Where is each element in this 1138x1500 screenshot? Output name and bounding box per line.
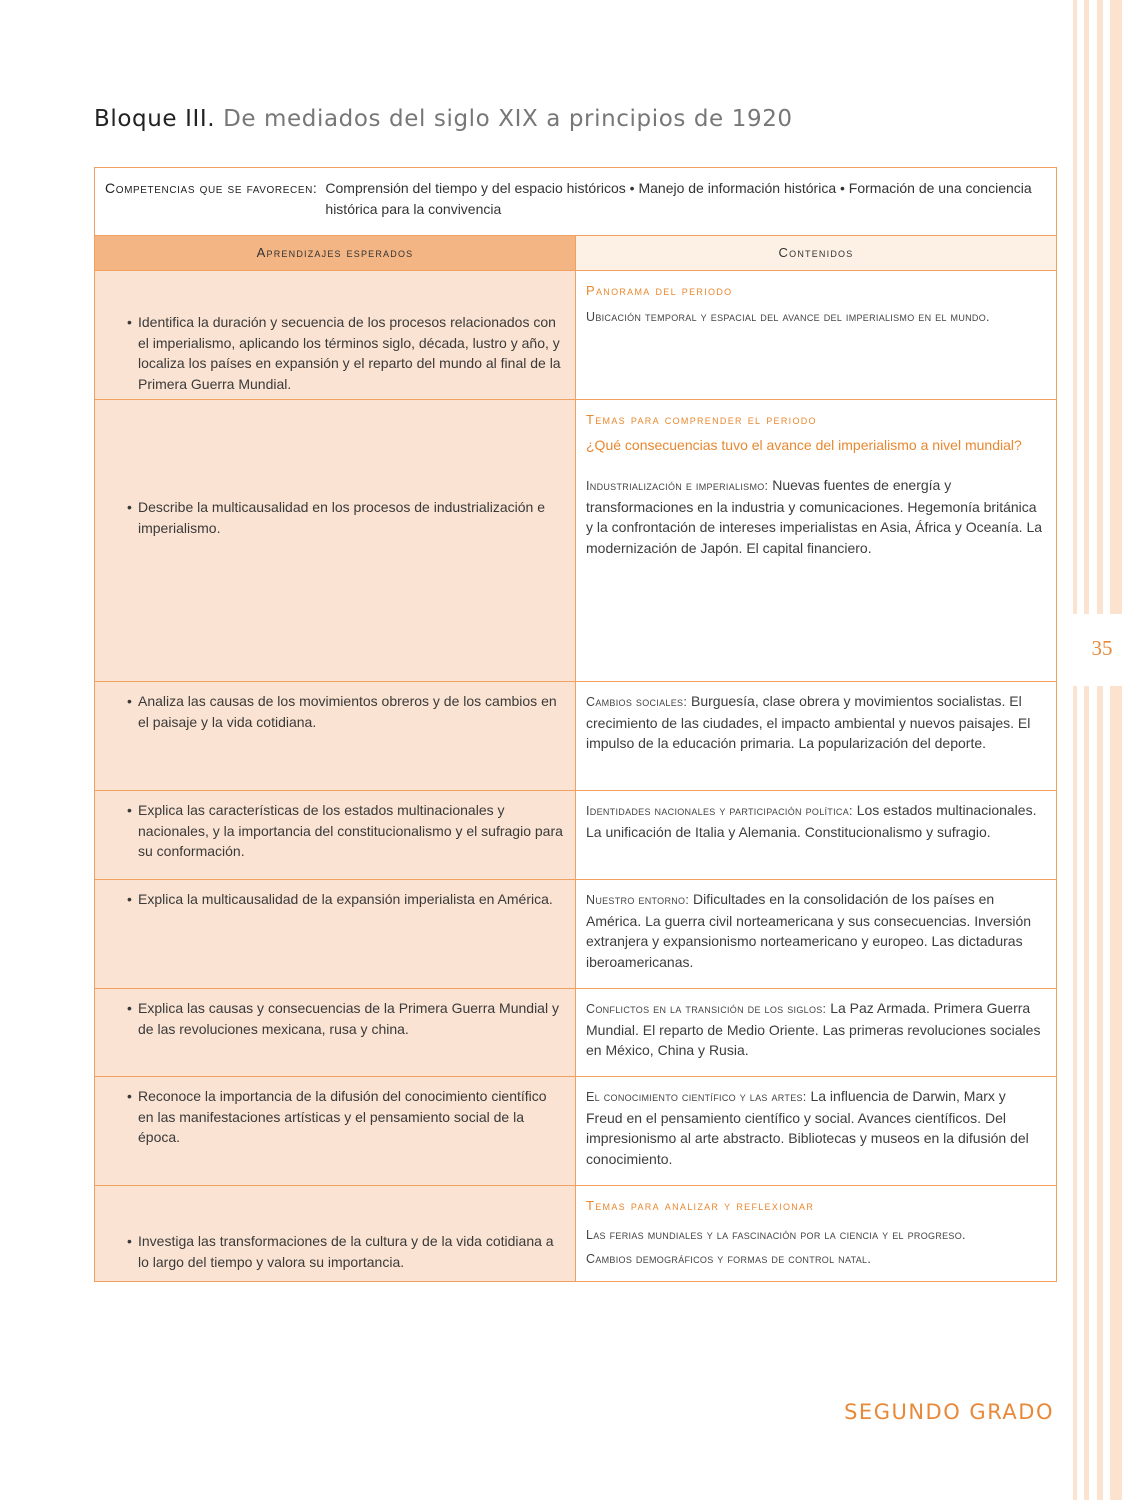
bloque-heading: De mediados del siglo XIX a principios de 1920: [223, 106, 793, 132]
content-text: Dificultades en la consolidación de los países en América. La guerra civil norteamericana y sus consecuencias. Inversión extranjera y expansionismo norteamericano y europeo. Las dictaduras iberoamericanas.: [586, 891, 1032, 970]
contenido-cell: [576, 1077, 1057, 1186]
header-aprendizajes: [95, 236, 576, 271]
header-contenidos: [576, 236, 1057, 271]
table-row: [95, 1077, 1057, 1186]
content-text: La influencia de Darwin, Marx y Freud en el pensamiento científico y social. Avances científicos. Del impresionismo al arte abstracto. Bibliotecas y museos en la difusión del conocimiento.: [586, 1088, 1029, 1167]
table-row: [95, 1186, 1057, 1282]
aprendizaje-text: • Investiga las transformaciones de la cultura y de la vida cotidiana a lo largo del tiempo y valora su importancia.: [127, 1231, 565, 1272]
topic-text: Identidades nacionales y participación política:: [586, 804, 853, 818]
decorative-stripe: [1110, 0, 1122, 1500]
aprendizaje-cell: [95, 989, 576, 1077]
contenido-cell: [576, 682, 1057, 791]
section-title: Temas para analizar y reflexionar: [586, 1198, 815, 1213]
decorative-stripe: [1073, 0, 1077, 1500]
guiding-question: ¿Qué consecuencias tuvo el avance del imperialismo a nivel mundial?: [586, 436, 1022, 453]
aprendizaje-text: • Reconoce la importancia de la difusión del conocimiento científico en las manifestaciones artísticas y el pensamiento social de la época.: [127, 1086, 565, 1148]
content-paragraph: [586, 998, 1044, 1061]
header-row: [95, 236, 1057, 271]
table-row: [95, 400, 1057, 682]
decorative-stripe: [1084, 0, 1089, 1500]
aprendizaje-cell: [95, 791, 576, 880]
content-text: Burguesía, clase obrera y movimientos socialistas. El crecimiento de las ciudades, el impacto ambiental y nuevos paisajes. El impulso de la educación primaria. La popularización del deporte.: [586, 693, 1031, 751]
content-text: La Paz Armada. Primera Guerra Mundial. El reparto de Medio Oriente. Las primeras revoluciones sociales en México, China y Rusia.: [586, 1000, 1041, 1058]
competencias-text: Comprensión del tiempo y del espacio históricos • Manejo de información histórica • Formación de una conciencia histórica para la convivencia: [325, 180, 1032, 217]
table-row: [95, 682, 1057, 791]
contenido-cell: [576, 1186, 1057, 1282]
aprendizaje-cell: [95, 271, 576, 400]
aprendizaje-text: • Explica la multicausalidad de la expansión imperialista en América.: [127, 889, 565, 910]
contenido-cell: [576, 880, 1057, 989]
bloque-title: [94, 106, 793, 132]
aprendizaje-text: • Explica las causas y consecuencias de la Primera Guerra Mundial y de las revoluciones mexicana, rusa y china.: [127, 998, 565, 1039]
content-paragraph: [586, 889, 1044, 972]
aprendizaje-text: • Explica las características de los estados multinacionales y nacionales, y la importancia del constitucionalismo y el sufragio para su conformación.: [127, 800, 565, 862]
topic-text: Nuestro entorno:: [586, 893, 690, 907]
section-title: Panorama del periodo: [586, 283, 733, 298]
content-paragraph: [586, 691, 1044, 754]
header-contenidos-label: Contenidos: [778, 245, 854, 261]
content-paragraph: [586, 1086, 1044, 1169]
topic-text: Ubicación temporal y espacial del avance del imperialismo en el mundo.: [586, 309, 990, 324]
topic-text: El conocimiento científico y las artes:: [586, 1090, 807, 1104]
content-paragraph: [586, 475, 1044, 558]
competencias-cell: [95, 168, 1057, 236]
bloque-lead: Bloque III.: [94, 106, 216, 132]
competencias-row: [95, 168, 1057, 236]
contenido-cell: [576, 791, 1057, 880]
section-title: Temas para comprender el periodo: [586, 412, 817, 427]
aprendizaje-cell: [95, 880, 576, 989]
table-row: [95, 880, 1057, 989]
contenido-cell: [576, 271, 1057, 400]
competencias-label: Competencias que se favorecen:: [105, 180, 318, 196]
aprendizaje-text: • Describe la multicausalidad en los procesos de industrialización e imperialismo.: [127, 497, 565, 538]
page-number: 35: [1091, 636, 1113, 660]
contenido-cell: [576, 989, 1057, 1077]
table-row: [95, 271, 1057, 400]
topic-text: Cambios demográficos y formas de control natal.: [586, 1252, 872, 1266]
aprendizaje-cell: [95, 682, 576, 791]
curriculum-table: [94, 167, 1057, 1282]
topic-text: Industrialización e imperialismo:: [586, 479, 769, 493]
aprendizaje-text: • Analiza las causas de los movimientos obreros y de los cambios en el paisaje y la vida cotidiana.: [127, 691, 565, 732]
table-row: [95, 791, 1057, 880]
aprendizaje-cell: [95, 1186, 576, 1282]
content-text: Los estados multinacionales. La unificación de Italia y Alemania. Constitucionalismo y sufragio.: [586, 802, 1037, 840]
aprendizaje-text: • Identifica la duración y secuencia de los procesos relacionados con el imperialismo, aplicando los términos siglo, década, lustro y año, y localiza los países en expansión y el reparto del mundo al final de la Primera Guerra Mundial.: [127, 312, 565, 394]
topic-text: Cambios sociales:: [586, 695, 688, 709]
topic-text: Las ferias mundiales y la fascinación por la ciencia y el progreso.: [586, 1227, 966, 1242]
contenido-cell: [576, 400, 1057, 682]
content-paragraph: [586, 800, 1044, 842]
aprendizaje-cell: [95, 1077, 576, 1186]
content-text: Nuevas fuentes de energía y transformaciones en la industria y comunicaciones. Hegemonía británica y la confrontación de intereses imperialistas en Asia, África y Oceanía. La modernización de Japón. El capital financiero.: [586, 477, 1043, 556]
topic-text: Conflictos en la transición de los siglos:: [586, 1002, 827, 1016]
header-aprendizajes-label: Aprendizajes esperados: [256, 245, 414, 261]
decorative-stripe: [1097, 0, 1103, 1500]
aprendizaje-cell: [95, 400, 576, 682]
table-row: [95, 989, 1057, 1077]
grade-footer: SEGUNDO GRADO: [844, 1400, 1054, 1424]
